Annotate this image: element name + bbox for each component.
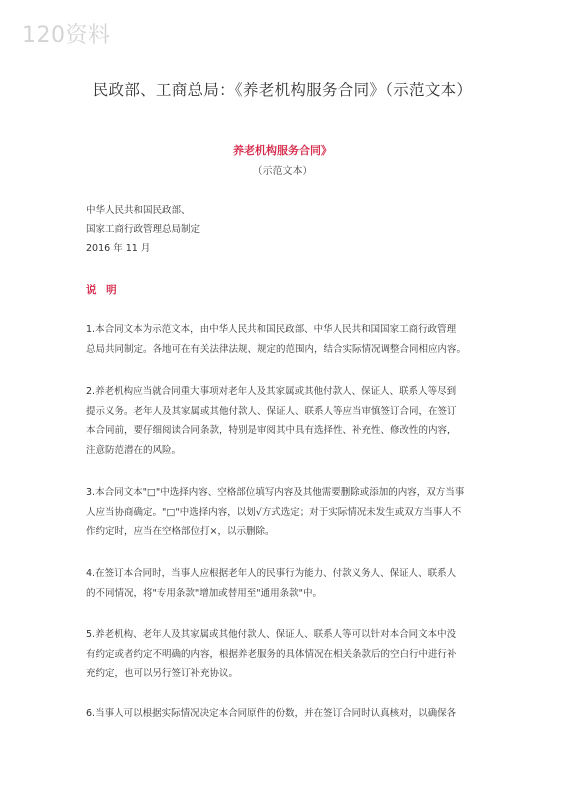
notes-heading: 说 明 bbox=[86, 284, 120, 296]
note-line: 提示义务。老年人及其家属或其他付款人、保证人、联系人等应当审慎签订合同，在签订 bbox=[86, 405, 457, 417]
note-line: 充约定，也可以另行签订补充协议。 bbox=[86, 668, 239, 679]
document-title: 民政部、工商总局：《养老机构服务合同》（示范文本） bbox=[92, 81, 473, 99]
watermark: 120资料 bbox=[22, 23, 111, 48]
note-line: 4.在签订本合同时，当事人应根据老年人的民事行为能力、付款义务人、保证人、联系人 bbox=[86, 568, 457, 579]
note-2 bbox=[86, 382, 486, 460]
note-1 bbox=[86, 320, 486, 359]
note-4 bbox=[86, 564, 486, 603]
note-line: 人应当协商确定。"□"中选择内容，以划√方式选定；对于实际情况未发生或双方当事人不 bbox=[86, 506, 462, 518]
note-3 bbox=[86, 483, 486, 542]
issue-date: 2016 年 11 月 bbox=[86, 243, 151, 254]
issuer-block bbox=[86, 201, 200, 258]
contract-subtitle: （示范文本） bbox=[252, 166, 313, 177]
note-line: 总局共同制定。各地可在有关法律法规、规定的范围内，结合实际情况调整合同相应内容。 bbox=[86, 343, 467, 355]
note-line: 的不同情况，将"专用条款"增加或替用至"通用条款"中。 bbox=[86, 587, 322, 599]
note-6 bbox=[86, 704, 486, 724]
contract-title: 养老机构服务合同》 bbox=[233, 144, 332, 157]
note-line: 有约定或者约定不明确的内容，根据养老服务的具体情况在相关条款后的空白行中进行补 bbox=[86, 648, 457, 660]
note-line: 注意防范潜在的风险。 bbox=[86, 444, 182, 456]
note-line: 1.本合同文本为示范文本，由中华人民共和国民政部、中华人民共和国国家工商行政管理 bbox=[86, 324, 457, 335]
note-line: 3.本合同文本"□"中选择内容、空格部位填写内容及其他需要删除或添加的内容，双方当事 bbox=[86, 487, 465, 498]
note-line: 本合同前，要仔细阅读合同条款，特别是审阅其中具有选择性、补充性、修改性的内容， bbox=[86, 425, 457, 436]
issuer-line-1: 中华人民共和国民政部、 bbox=[86, 205, 191, 216]
note-5 bbox=[86, 625, 486, 684]
note-line: 作约定时，应当在空格部位打×，以示删除。 bbox=[86, 526, 275, 537]
note-line: 6.当事人可以根据实际情况决定本合同原件的份数，并在签订合同时认真核对，以确保各 bbox=[86, 708, 457, 719]
issuer-line-2: 国家工商行政管理总局制定 bbox=[86, 224, 201, 235]
note-line: 2.养老机构应当就合同重大事项对老年人及其家属或其他付款人、保证人、联系人等尽到 bbox=[86, 386, 457, 397]
note-line: 5.养老机构、老年人及其家属或其他付款人、保证人、联系人等可以针对本合同文本中没 bbox=[86, 629, 457, 640]
